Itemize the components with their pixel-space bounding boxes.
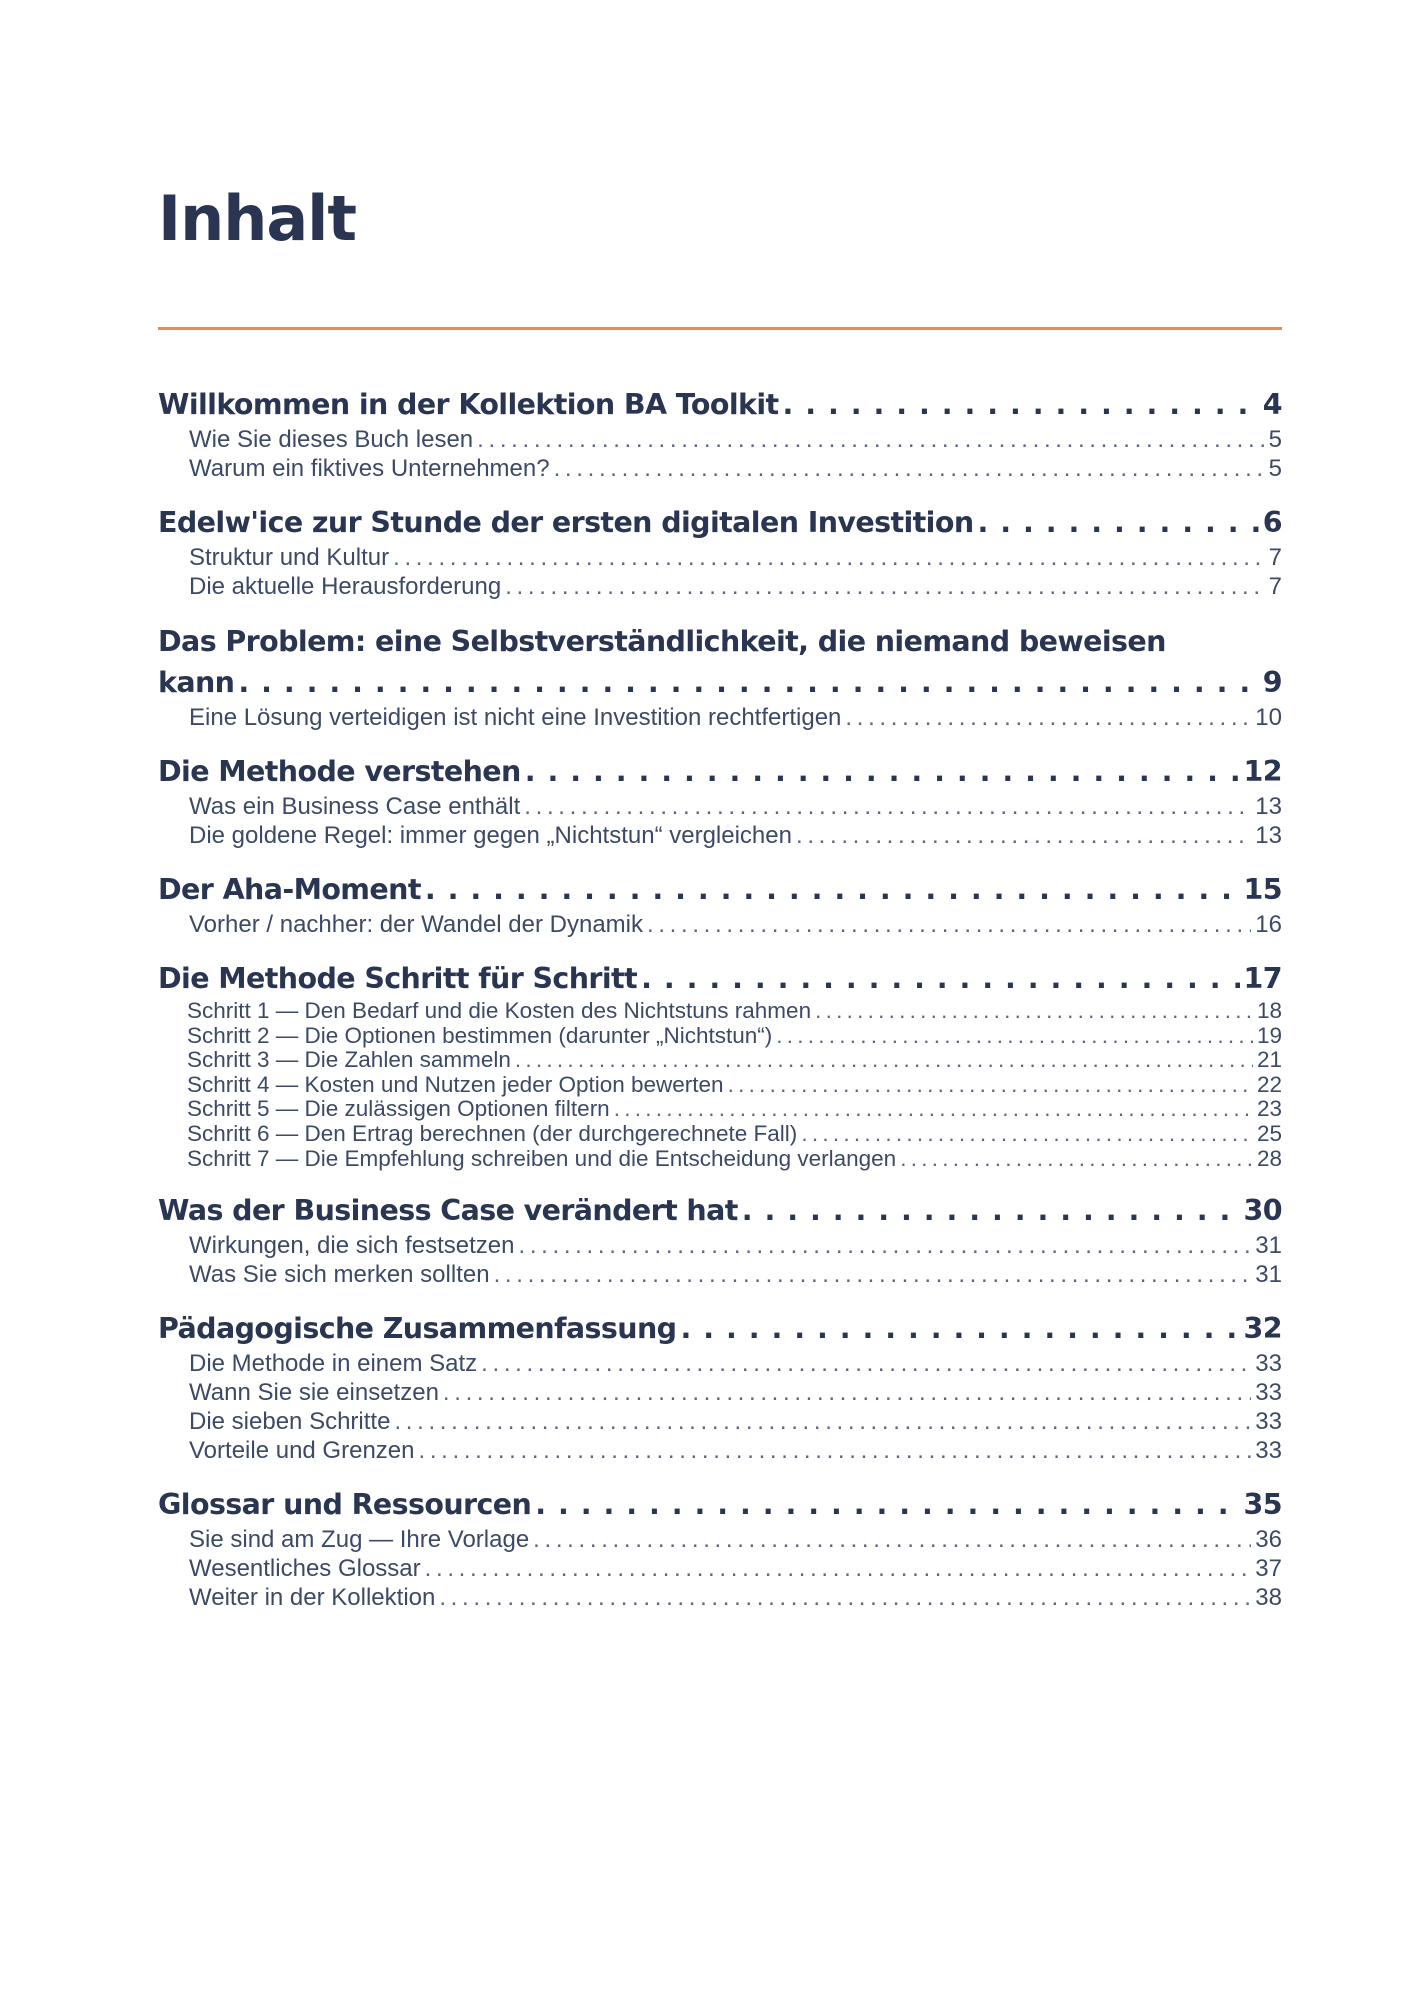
toc-section	[158, 385, 1282, 483]
subentry-title: Schritt 4 — Kosten und Nutzen jeder Option bewerten	[187, 1071, 724, 1097]
toc-chapter-entry[interactable]	[158, 1485, 1282, 1525]
chapter-title: Der Aha-Moment	[158, 873, 421, 906]
subentry-title: Warum ein fiktives Unternehmen?	[189, 455, 550, 482]
toc-chapter-entry[interactable]	[158, 1309, 1282, 1349]
chapter-title: Die Methode verstehen	[158, 755, 521, 788]
subentry-page-number: 31	[1255, 1232, 1282, 1260]
subentry-page-number: 19	[1256, 1022, 1282, 1048]
subentry-title: Schritt 2 — Die Optionen bestimmen (darunter „Nichtstun“)	[187, 1022, 773, 1048]
subentry-title: Vorteile und Grenzen	[189, 1437, 415, 1465]
toc-subentry[interactable]	[158, 1260, 1282, 1289]
toc-subentry[interactable]	[158, 792, 1282, 821]
toc-chapter-entry[interactable]	[158, 385, 1282, 425]
chapter-page-number: 30	[1243, 1194, 1282, 1228]
leader-dots	[505, 572, 1264, 601]
leader-dots	[641, 959, 1239, 999]
subentry-title: Wirkungen, die sich festsetzen	[189, 1232, 515, 1260]
toc-chapter-entry[interactable]	[158, 663, 1282, 703]
title-divider	[158, 327, 1282, 330]
leader-dots	[439, 1583, 1251, 1612]
toc-chapter-entry[interactable]	[158, 1191, 1282, 1231]
toc-subentry[interactable]	[158, 1436, 1282, 1465]
toc-chapter-entry[interactable]	[158, 752, 1282, 792]
toc-subentry[interactable]	[158, 572, 1282, 601]
subentry-page-number: 16	[1255, 911, 1282, 938]
chapter-title-line-2: kann	[158, 666, 235, 699]
toc-subentry[interactable]	[158, 425, 1282, 454]
leader-dots	[443, 1378, 1251, 1407]
subentry-page-number: 22	[1256, 1071, 1282, 1097]
leader-dots	[519, 1231, 1252, 1260]
subentry-title: Eine Lösung verteidigen ist nicht eine Investition rechtfertigen	[189, 704, 842, 731]
toc-chapter-entry[interactable]	[158, 959, 1282, 999]
leader-dots	[776, 1024, 1253, 1049]
subentry-page-number: 25	[1256, 1120, 1282, 1146]
leader-dots	[238, 663, 1258, 703]
toc-subentry[interactable]	[158, 1147, 1282, 1172]
subentry-title: Die goldene Regel: immer gegen „Nichtstun“ vergleichen	[189, 822, 792, 849]
leader-dots	[647, 910, 1251, 939]
chapter-title: Edelw'ice zur Stunde der ersten digitalen Investition	[158, 506, 974, 539]
subentry-title: Die aktuelle Herausforderung	[189, 573, 502, 600]
subentry-page-number: 33	[1255, 1350, 1282, 1378]
toc-subentry[interactable]	[158, 1073, 1282, 1098]
subentry-title: Die sieben Schritte	[189, 1408, 391, 1436]
toc-subentry[interactable]	[158, 703, 1282, 732]
toc-subentry[interactable]	[158, 1407, 1282, 1436]
chapter-page-number: 35	[1243, 1488, 1282, 1522]
toc-subentry[interactable]	[158, 999, 1282, 1024]
leader-dots	[728, 1073, 1253, 1098]
leader-dots	[425, 870, 1240, 910]
toc-subentry[interactable]	[158, 1097, 1282, 1122]
subentry-title: Die Methode in einem Satz	[189, 1350, 478, 1378]
leader-dots	[801, 1122, 1253, 1147]
leader-dots	[418, 1436, 1251, 1465]
subentry-title: Wann Sie sie einsetzen	[189, 1379, 439, 1407]
subentry-page-number: 13	[1255, 822, 1282, 849]
subentry-page-number: 38	[1255, 1584, 1282, 1612]
toc-chapter-entry[interactable]	[158, 870, 1282, 910]
subentry-title: Wesentliches Glossar	[189, 1555, 421, 1583]
leader-dots	[680, 1309, 1239, 1349]
leader-dots	[978, 503, 1259, 543]
subentry-page-number: 33	[1255, 1379, 1282, 1407]
leader-dots	[796, 821, 1251, 850]
leader-dots	[554, 454, 1265, 483]
subentry-title: Weiter in der Kollektion	[189, 1584, 436, 1612]
leader-dots	[533, 1525, 1251, 1554]
toc-subentry[interactable]	[158, 543, 1282, 572]
subentry-title: Was ein Business Case enthält	[189, 793, 521, 820]
chapter-title: Willkommen in der Kollektion BA Toolkit	[158, 388, 779, 421]
toc-subentry[interactable]	[158, 1231, 1282, 1260]
chapter-page-number: 9	[1262, 666, 1282, 699]
subentry-page-number: 33	[1255, 1437, 1282, 1465]
subentry-title: Was Sie sich merken sollten	[189, 1261, 490, 1289]
subentry-page-number: 7	[1268, 573, 1282, 600]
toc-subentry[interactable]	[158, 1583, 1282, 1612]
leader-dots	[394, 1407, 1251, 1436]
toc-subentry[interactable]	[158, 1378, 1282, 1407]
subentry-title: Wie Sie dieses Buch lesen	[189, 426, 474, 453]
toc-section	[158, 621, 1282, 732]
subentry-page-number: 33	[1255, 1408, 1282, 1436]
chapter-page-number: 6	[1262, 506, 1282, 539]
leader-dots	[524, 792, 1251, 821]
toc-subentry[interactable]	[158, 1122, 1282, 1147]
chapter-page-number: 12	[1243, 755, 1282, 788]
leader-dots	[900, 1147, 1253, 1172]
leader-dots	[393, 543, 1265, 572]
chapter-title: Glossar und Ressourcen	[158, 1488, 532, 1522]
subentry-title: Schritt 1 — Den Bedarf und die Kosten des Nichtstuns rahmen	[187, 998, 812, 1023]
subentry-page-number: 21	[1256, 1047, 1282, 1073]
subentry-page-number: 5	[1268, 426, 1282, 453]
leader-dots	[815, 999, 1253, 1024]
leader-dots	[425, 1554, 1252, 1583]
chapter-title: Was der Business Case verändert hat	[158, 1194, 738, 1228]
subentry-title: Schritt 6 — Den Ertrag berechnen (der durchgerechnete Fall)	[187, 1120, 798, 1146]
toc-subentry[interactable]	[158, 1024, 1282, 1049]
toc-chapter-entry[interactable]	[158, 503, 1282, 543]
leader-dots	[525, 752, 1240, 792]
chapter-page-number: 32	[1243, 1312, 1282, 1346]
leader-dots	[535, 1485, 1239, 1525]
table-of-contents	[158, 385, 1282, 1632]
subentry-page-number: 10	[1255, 704, 1282, 731]
subentry-page-number: 28	[1256, 1145, 1282, 1171]
toc-subentry[interactable]	[158, 454, 1282, 483]
chapter-title: Pädagogische Zusammenfassung	[158, 1312, 677, 1346]
toc-section	[158, 1309, 1282, 1465]
toc-section	[158, 870, 1282, 939]
leader-dots	[481, 1349, 1251, 1378]
subentry-page-number: 5	[1268, 455, 1282, 482]
toc-section	[158, 1191, 1282, 1289]
toc-subentry[interactable]	[158, 1554, 1282, 1583]
chapter-title-line-1[interactable]: Das Problem: eine Selbstverständlichkeit, die niemand beweisen	[158, 625, 1166, 658]
leader-dots	[742, 1191, 1240, 1231]
toc-section	[158, 1485, 1282, 1612]
subentry-page-number: 37	[1255, 1555, 1282, 1583]
subentry-page-number: 31	[1255, 1261, 1282, 1289]
toc-subentry[interactable]	[158, 821, 1282, 850]
subentry-title: Schritt 7 — Die Empfehlung schreiben und die Entscheidung verlangen	[187, 1145, 897, 1171]
subentry-page-number: 18	[1256, 998, 1282, 1023]
subentry-title: Schritt 5 — Die zulässigen Optionen filtern	[187, 1096, 610, 1122]
leader-dots	[614, 1097, 1253, 1122]
subentry-title: Schritt 3 — Die Zahlen sammeln	[187, 1047, 511, 1073]
leader-dots	[783, 385, 1259, 425]
toc-section	[158, 752, 1282, 850]
chapter-page-number: 17	[1243, 962, 1282, 995]
subentry-page-number: 23	[1256, 1096, 1282, 1122]
leader-dots	[494, 1260, 1252, 1289]
subentry-page-number: 13	[1255, 793, 1282, 820]
chapter-title: Die Methode Schritt für Schritt	[158, 962, 638, 995]
toc-subentry[interactable]	[158, 1349, 1282, 1378]
chapter-page-number: 15	[1243, 873, 1282, 906]
chapter-page-number: 4	[1262, 388, 1282, 421]
toc-subentry[interactable]	[158, 1525, 1282, 1554]
toc-subentry[interactable]	[158, 1048, 1282, 1073]
subentry-title: Vorher / nachher: der Wandel der Dynamik	[189, 911, 643, 938]
leader-dots	[845, 703, 1251, 732]
subentry-title: Struktur und Kultur	[189, 544, 390, 571]
toc-section	[158, 503, 1282, 601]
leader-dots	[515, 1048, 1253, 1073]
toc-section	[158, 959, 1282, 1171]
toc-subentry[interactable]	[158, 910, 1282, 939]
subentry-page-number: 36	[1255, 1526, 1282, 1554]
leader-dots	[477, 425, 1264, 454]
subentry-page-number: 7	[1268, 544, 1282, 571]
page-title: Inhalt	[158, 182, 357, 255]
subentry-title: Sie sind am Zug — Ihre Vorlage	[189, 1526, 530, 1554]
